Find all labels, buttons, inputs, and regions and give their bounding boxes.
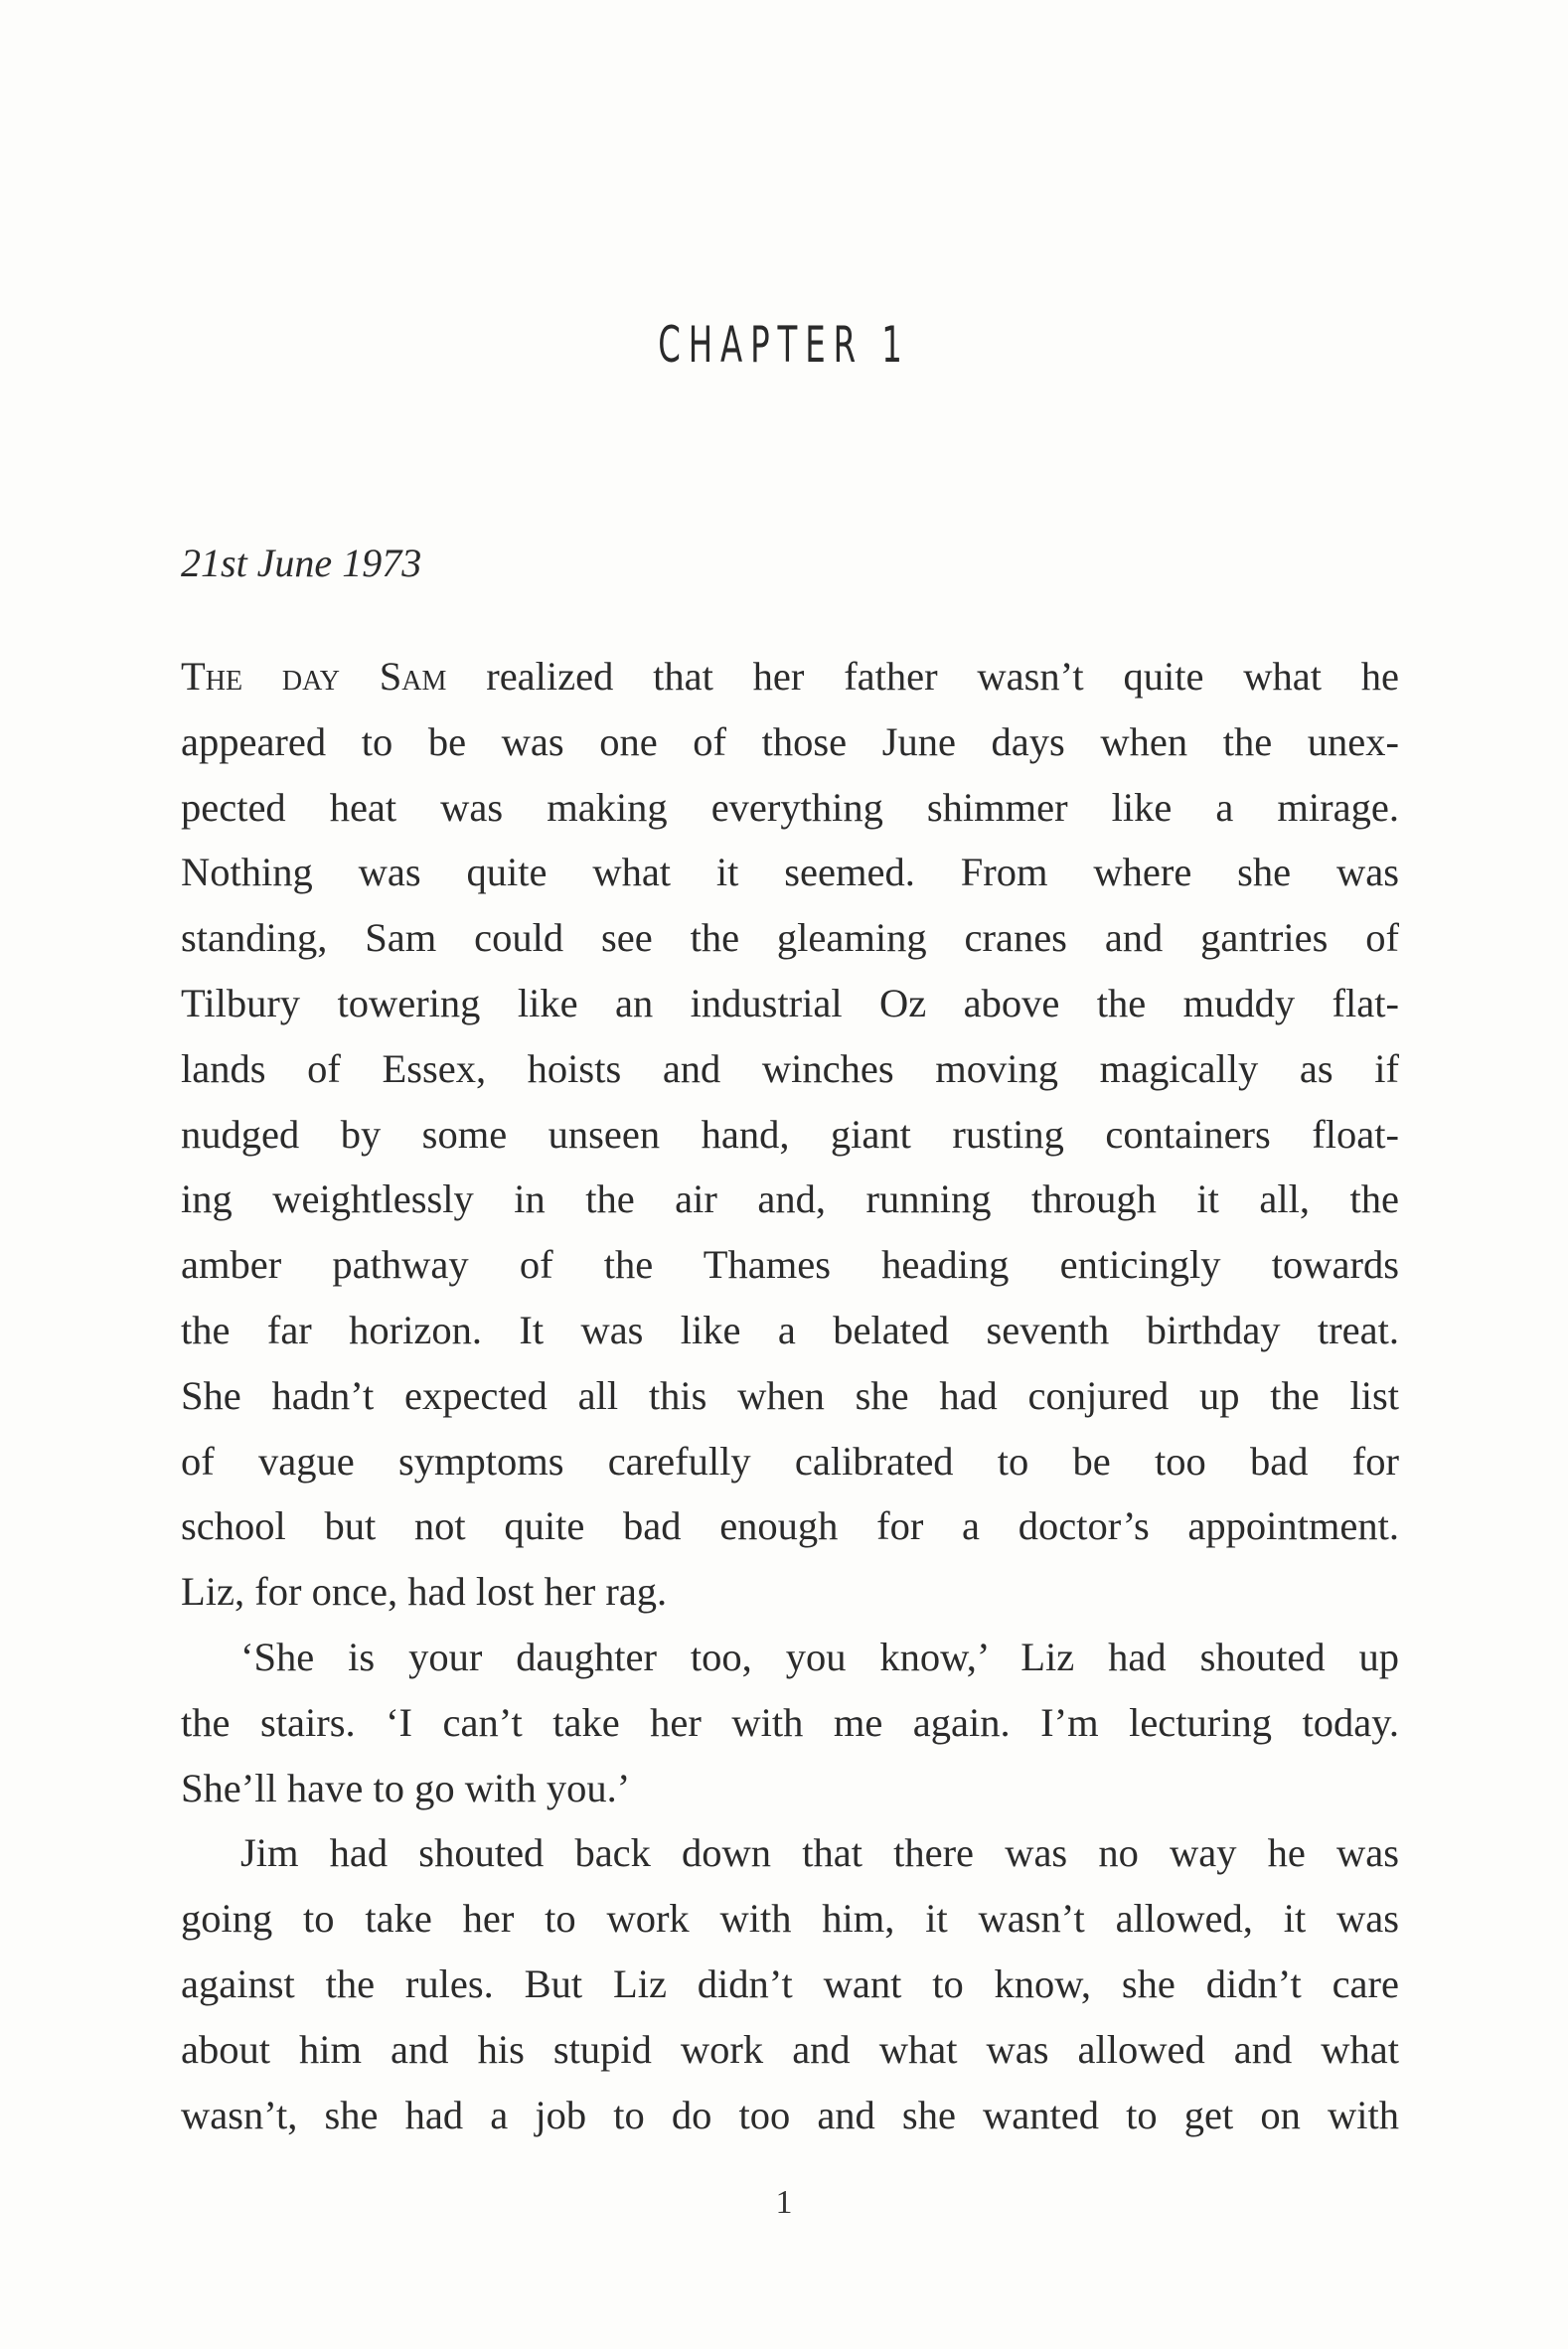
- text-line: Jim had shouted back down that there was no way he was: [240, 1830, 1399, 1876]
- chapter-date: 21st June 1973: [181, 541, 422, 585]
- text-line: Nothing was quite what it seemed. From where she was: [181, 850, 1399, 895]
- chapter-heading: CHAPTER 1: [658, 316, 910, 374]
- text-line: Liz, for once, had lost her rag.: [181, 1569, 668, 1615]
- text-line: lands of Essex, hoists and winches moving magically as if: [181, 1045, 1399, 1091]
- text-line: the stairs. ‘I can’t take her with me again. I’m lecturing today.: [181, 1699, 1399, 1745]
- body-text: [181, 644, 1399, 2147]
- paragraph-1: [181, 644, 1399, 1625]
- opening-small-caps: The day Sam: [181, 654, 447, 699]
- text-line: nudged by some unseen hand, giant rusting containers float-: [181, 1111, 1399, 1157]
- text-line: about him and his stupid work and what was allowed and what: [181, 2026, 1399, 2072]
- text-line: against the rules. But Liz didn’t want to know, she didn’t care: [181, 1960, 1399, 2006]
- text-line: amber pathway of the Thames heading enticingly towards: [181, 1242, 1399, 1288]
- text-line: ‘She is your daughter too, you know,’ Liz had shouted up: [240, 1634, 1399, 1679]
- text-line: Tilbury towering like an industrial Oz above the muddy flat-: [181, 980, 1399, 1025]
- text-line: appeared to be was one of those June days when the unex-: [181, 718, 1399, 764]
- paragraph-3: [181, 1820, 1399, 2147]
- page-number: 1: [775, 2184, 793, 2221]
- paragraph-2: [181, 1625, 1399, 1820]
- text-line: wasn’t, she had a job to do too and she wanted to get on with: [181, 2092, 1399, 2137]
- text-line: of vague symptoms carefully calibrated to be too bad for: [181, 1438, 1399, 1484]
- text-line: She hadn’t expected all this when she had conjured up the list: [181, 1372, 1399, 1418]
- text-line: the far horizon. It was like a belated seventh birthday treat.: [181, 1307, 1399, 1352]
- text-line: pected heat was making everything shimmer like a mirage.: [181, 784, 1399, 830]
- text-line: ing weightlessly in the air and, running through it all, the: [181, 1176, 1399, 1222]
- text-line: standing, Sam could see the gleaming cranes and gantries of: [181, 915, 1399, 961]
- text-line: school but not quite bad enough for a doctor’s appointment.: [181, 1503, 1399, 1549]
- text-line: The day Sam realized that her father wasn’t quite what he: [181, 654, 1399, 699]
- text-line: She’ll have to go with you.’: [181, 1765, 631, 1810]
- text-line: going to take her to work with him, it wasn’t allowed, it was: [181, 1896, 1399, 1942]
